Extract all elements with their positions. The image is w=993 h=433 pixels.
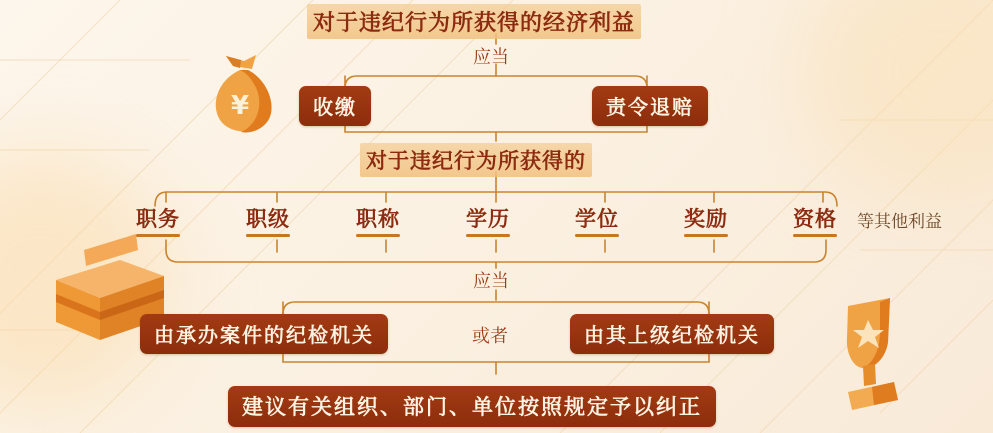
title-top: 对于违纪行为所获得的经济利益: [307, 4, 641, 39]
benefit-label-6: 资格: [793, 208, 837, 231]
benefit-item-0: [136, 203, 180, 237]
benefit-underline-5: [684, 234, 728, 237]
benefit-underline-1: [246, 234, 290, 237]
money-bag-icon: [196, 52, 288, 149]
connector-mid: 应当: [473, 271, 509, 291]
benefit-label-5: 奖励: [684, 208, 728, 231]
authority-pill-superior-organ[interactable]: 由其上级纪检机关: [570, 314, 774, 354]
benefit-label-1: 职级: [246, 208, 290, 231]
action-pill-collect[interactable]: 收缴: [299, 86, 371, 126]
benefit-underline-4: [575, 234, 619, 237]
benefit-label-4: 学位: [575, 208, 619, 231]
benefits-tail-text: 等其他利益: [857, 212, 942, 231]
benefit-label-3: 学历: [466, 208, 510, 231]
benefit-item-5: [684, 203, 728, 237]
benefit-item-4: [575, 203, 619, 237]
benefit-underline-3: [466, 234, 510, 237]
glow-right: [800, 0, 993, 200]
benefit-item-3: [466, 203, 510, 237]
benefit-underline-6: [793, 234, 837, 237]
result-pill[interactable]: 建议有关组织、部门、单位按照规定予以纠正: [228, 386, 716, 427]
connector-or: 或者: [472, 326, 508, 346]
connector-top: 应当: [473, 47, 509, 67]
action-pill-order-refund[interactable]: 责令退赔: [592, 86, 708, 126]
trophy-icon: [818, 296, 928, 421]
benefit-item-1: [246, 203, 290, 237]
benefit-item-2: [356, 203, 400, 237]
authority-pill-handling-organ[interactable]: 由承办案件的纪检机关: [140, 314, 388, 354]
title-mid: 对于违纪行为所获得的: [360, 143, 592, 177]
benefit-item-6: [793, 203, 837, 237]
benefit-label-0: 职务: [136, 208, 180, 231]
svg-text:¥: ¥: [230, 91, 250, 121]
benefit-label-2: 职称: [356, 208, 400, 231]
benefit-underline-2: [356, 234, 400, 237]
benefit-underline-0: [136, 234, 180, 237]
